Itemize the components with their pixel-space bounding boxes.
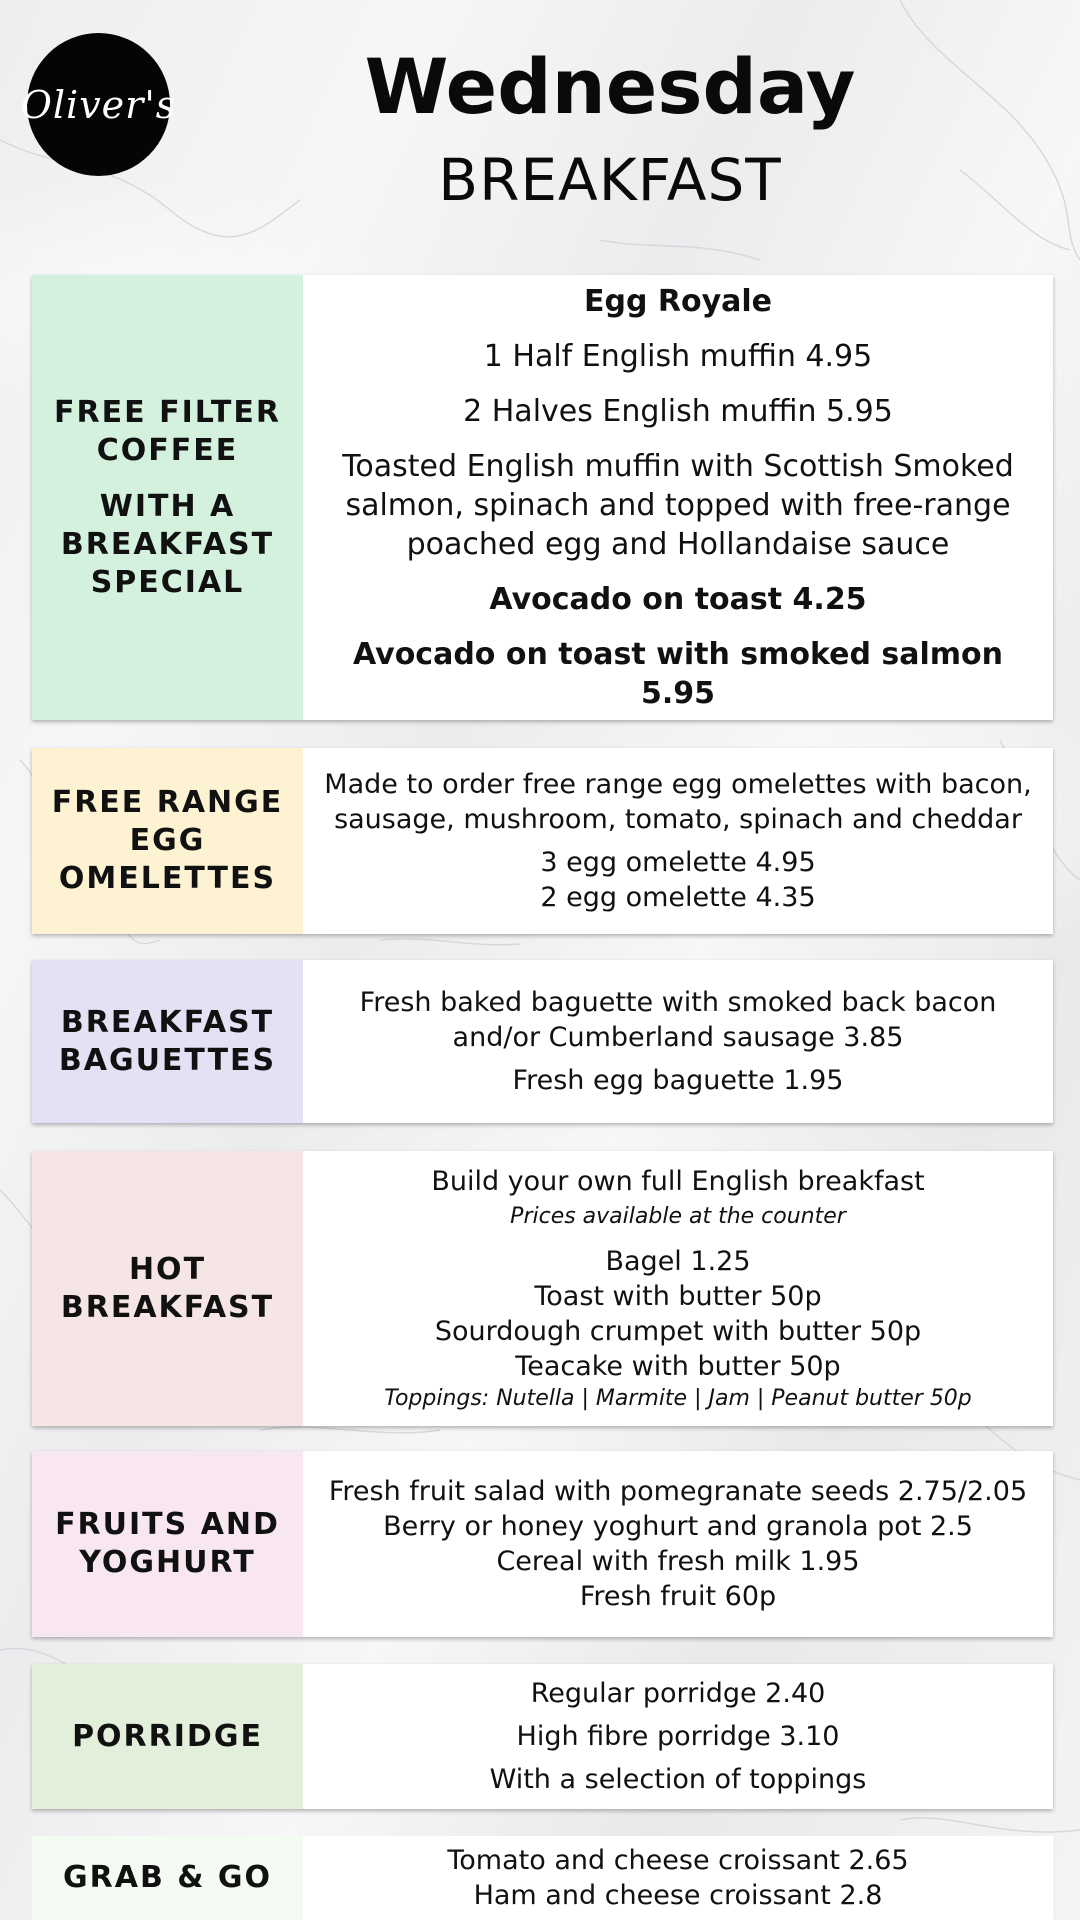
section-omelettes — [32, 748, 1053, 934]
label-line: OMELETTES — [58, 861, 277, 896]
menu-item: With a selection of toppings — [489, 1764, 867, 1795]
section-content — [303, 1836, 1053, 1920]
section-breakfast-special — [32, 275, 1053, 720]
label-line: PORRIDGE — [72, 1718, 263, 1754]
menu-item: Fresh baked baguette with smoked back bacon and/or Cumberland sausage 3.85 — [359, 987, 997, 1053]
menu-item: Fresh egg baguette 1.95 — [512, 1065, 844, 1096]
section-label — [32, 275, 303, 720]
menu-item: Ham and cheese croissant 2.8 — [473, 1880, 883, 1911]
section-fruits-yoghurt — [32, 1451, 1053, 1637]
section-content — [303, 1151, 1053, 1426]
section-content — [303, 960, 1053, 1123]
menu-item: Sourdough crumpet with butter 50p — [434, 1315, 922, 1347]
label-line: FREE FILTER — [54, 394, 281, 430]
menu-item: Berry or honey yoghurt and granola pot 2.5 — [383, 1511, 973, 1542]
menu-item: 2 Halves English muffin 5.95 — [463, 394, 893, 429]
price-note: Prices available at the counter — [510, 1203, 846, 1229]
label-line: COFFEE — [96, 432, 239, 468]
label-line: FREE RANGE — [51, 785, 284, 820]
section-baguettes — [32, 960, 1053, 1123]
label-line: YOGHURT — [79, 1545, 256, 1580]
section-label — [32, 1151, 303, 1426]
section-porridge — [32, 1664, 1053, 1809]
section-grab-and-go — [32, 1836, 1053, 1920]
label-line: SPECIAL — [90, 564, 245, 600]
section-content — [303, 275, 1053, 720]
menu-item-description: Made to order free range egg omelettes with bacon, sausage, mushroom, tomato, spinach and cheddar — [324, 769, 1032, 835]
section-content — [303, 748, 1053, 934]
menu-item: 1 Half English muffin 4.95 — [483, 339, 873, 374]
menu-item: Build your own full English breakfast — [431, 1165, 925, 1197]
logo-text: Oliver's — [20, 82, 177, 127]
menu-item: Avocado on toast 4.25 — [489, 582, 867, 617]
label-line: BREAKFAST — [60, 1289, 275, 1325]
menu-item: Cereal with fresh milk 1.95 — [496, 1546, 860, 1577]
label-line: GRAB & GO — [63, 1860, 272, 1895]
day-title: Wednesday — [364, 42, 856, 131]
section-content — [303, 1451, 1053, 1637]
section-label — [32, 1664, 303, 1809]
oliver-logo — [20, 33, 177, 176]
menu-item: Bagel 1.25 — [605, 1245, 751, 1277]
menu-item: Teacake with butter 50p — [515, 1350, 841, 1382]
section-label — [32, 748, 303, 934]
menu-item-description: Toasted English muffin with Scottish Smoked salmon, spinach and topped with free-range poached egg and Hollandaise sauce — [342, 449, 1014, 562]
menu-item: Fresh fruit salad with pomegranate seeds 2.75/2.05 — [328, 1476, 1028, 1507]
toppings-note: Toppings: Nutella | Marmite | Jam | Peanut butter 50p — [384, 1385, 972, 1411]
menu-item: Tomato and cheese croissant 2.65 — [447, 1845, 909, 1876]
menu-item: 2 egg omelette 4.35 — [540, 882, 816, 913]
label-line: FRUITS AND — [55, 1507, 280, 1542]
menu-item: Fresh fruit 60p — [579, 1581, 777, 1612]
section-label — [32, 1836, 303, 1920]
menu-item-heading: Egg Royale — [583, 284, 773, 319]
label-line: BAGUETTES — [58, 1042, 277, 1078]
menu-item: Toast with butter 50p — [534, 1280, 822, 1312]
section-content — [303, 1664, 1053, 1809]
section-hot-breakfast — [32, 1151, 1053, 1426]
section-label — [32, 1451, 303, 1637]
label-line: BREAKFAST — [60, 526, 275, 562]
section-label — [32, 960, 303, 1123]
label-line: EGG — [129, 823, 206, 858]
label-line: BREAKFAST — [60, 1004, 275, 1040]
menu-item: Avocado on toast with smoked salmon 5.95 — [352, 637, 1003, 711]
meal-title: BREAKFAST — [438, 146, 782, 214]
menu-item: 3 egg omelette 4.95 — [540, 847, 816, 878]
label-line: HOT — [128, 1251, 207, 1287]
label-line: WITH A — [99, 488, 236, 524]
menu-item: High fibre porridge 3.10 — [516, 1721, 840, 1752]
menu-item: Regular porridge 2.40 — [530, 1678, 826, 1709]
